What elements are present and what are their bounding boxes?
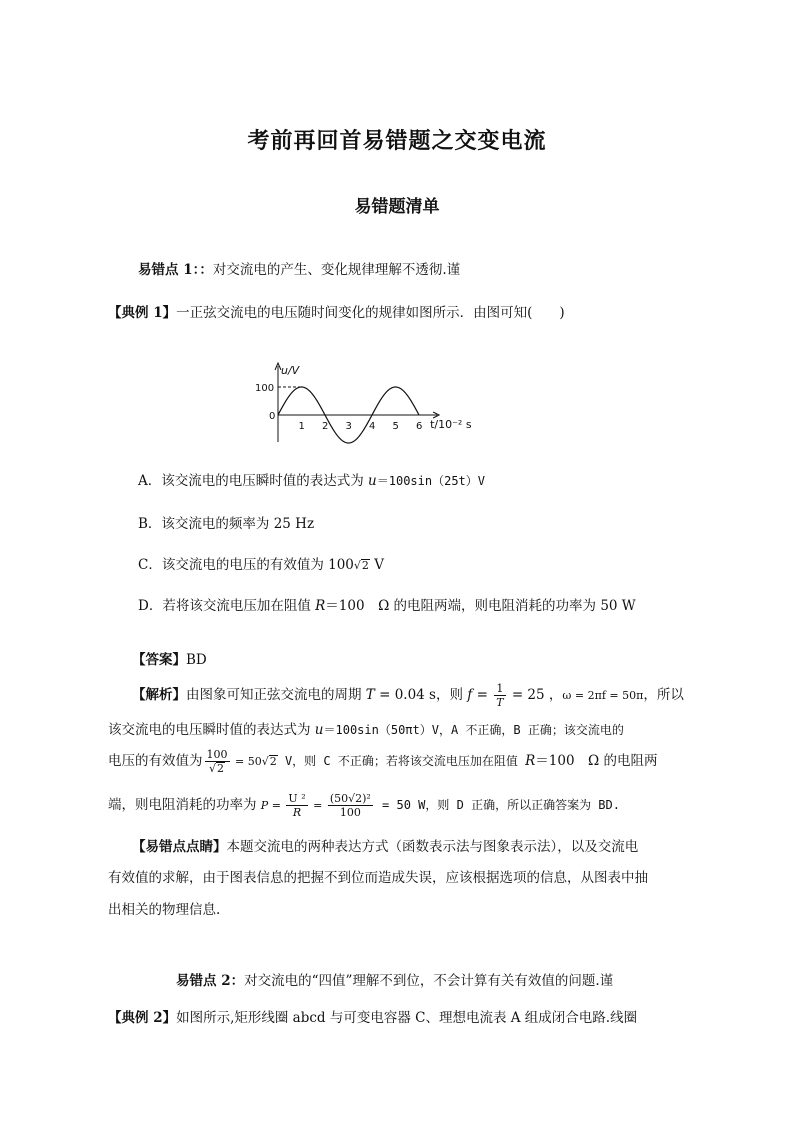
section-subtitle: 易错题清单: [354, 197, 440, 217]
fraction-U2-over-R: $\frac{\text{U ²}}{R}$: [288, 792, 306, 819]
example-1-label: 【典例 1】: [108, 305, 177, 321]
option-a: A．该交流电的电压瞬时值的表达式为 u＝100sin（25t）V: [138, 473, 485, 489]
x-tick-label: 4: [369, 421, 376, 432]
fraction-power: $\frac{\text{(50√2)²}}{100}$: [329, 792, 371, 819]
error-point-2: 易错点 2：对交流电的“四值”理解不到位，不会计算有关有效值的问题.谨: [176, 973, 614, 989]
fraction-1-over-T: $\frac{1}{T}$: [496, 682, 504, 709]
x-axis-label: t/10⁻² s: [430, 418, 472, 431]
y-tick-label: 100: [255, 383, 275, 394]
voltage-time-chart: [250, 360, 490, 450]
answer-value: BD: [186, 652, 207, 668]
analysis-line-4: 端，则电阻消耗的功率为 P = $\frac{\text{U ²}}{R}$ = $\frac{\text{(50√2)²}}{100}$ = 50 W，则 D 正确，所以正确答案为 BD.: [108, 792, 620, 819]
fraction-100-over-root2: $\frac{100}{√2}$: [206, 748, 228, 775]
example-2: 【典例 2】如图所示,矩形线圈 abcd 与可变电容器 C、理想电流表 A 组成闭合电路.线圈: [108, 1010, 638, 1026]
x-tick-label: 3: [345, 421, 352, 432]
analysis-line-1: 【解析】由图象可知正弦交流电的周期 T = 0.04 s，则 f = $\frac{1}{T}$ = 25 ，ω = 2πf = 50π，所以: [132, 682, 684, 709]
tip-line-1: 【易错点点睛】本题交流电的两种表达方式（函数表示法与图象表示法），以及交流电: [132, 839, 639, 855]
answer-label: 【答案】: [132, 652, 186, 668]
error-point-1-label: 易错点 1：：: [138, 262, 213, 278]
analysis-line-3: 电压的有效值为 $\frac{100}{√2}$ = 50√2 V，则 C 不正确；若将该交流电压加在阻值 R＝100 Ω 的电阻两: [108, 748, 658, 775]
example-1: [108, 301, 565, 321]
error-point-1: [138, 258, 460, 278]
error-point-1-text: 对交流电的产生、变化规律理解不透彻.谨: [212, 262, 461, 278]
option-b: B．该交流电的频率为 25 Hz: [138, 516, 315, 532]
analysis-line-2: 该交流电的电压瞬时值的表达式为 u＝100sin（50πt）V，A 不正确，B 正确；该交流电的: [108, 722, 624, 738]
example-1-text: 一正弦交流电的电压随时间变化的规律如图所示．由图可知( ): [176, 305, 565, 321]
page-title: 考前再回首易错题之交变电流: [247, 128, 547, 154]
x-tick-label: 5: [392, 421, 399, 432]
y-tick-label: 0: [269, 411, 276, 422]
x-tick-label: 1: [298, 421, 305, 432]
answer: [132, 648, 207, 668]
y-axis-label: u/V: [281, 364, 300, 377]
tip-line-2: 有效值的求解，由于图表信息的把握不到位而造成失误，应该根据选项的信息，从图表中抽: [108, 870, 648, 886]
x-tick-label: 2: [322, 421, 329, 432]
tip-line-3: 出相关的物理信息.: [108, 902, 221, 918]
option-d: D．若将该交流电压加在阻值 R＝100 Ω 的电阻两端，则电阻消耗的功率为 50 W: [138, 598, 636, 614]
x-tick-label: 6: [416, 421, 423, 432]
option-c: C．该交流电的电压的有效值为 100√2 V: [138, 557, 384, 573]
